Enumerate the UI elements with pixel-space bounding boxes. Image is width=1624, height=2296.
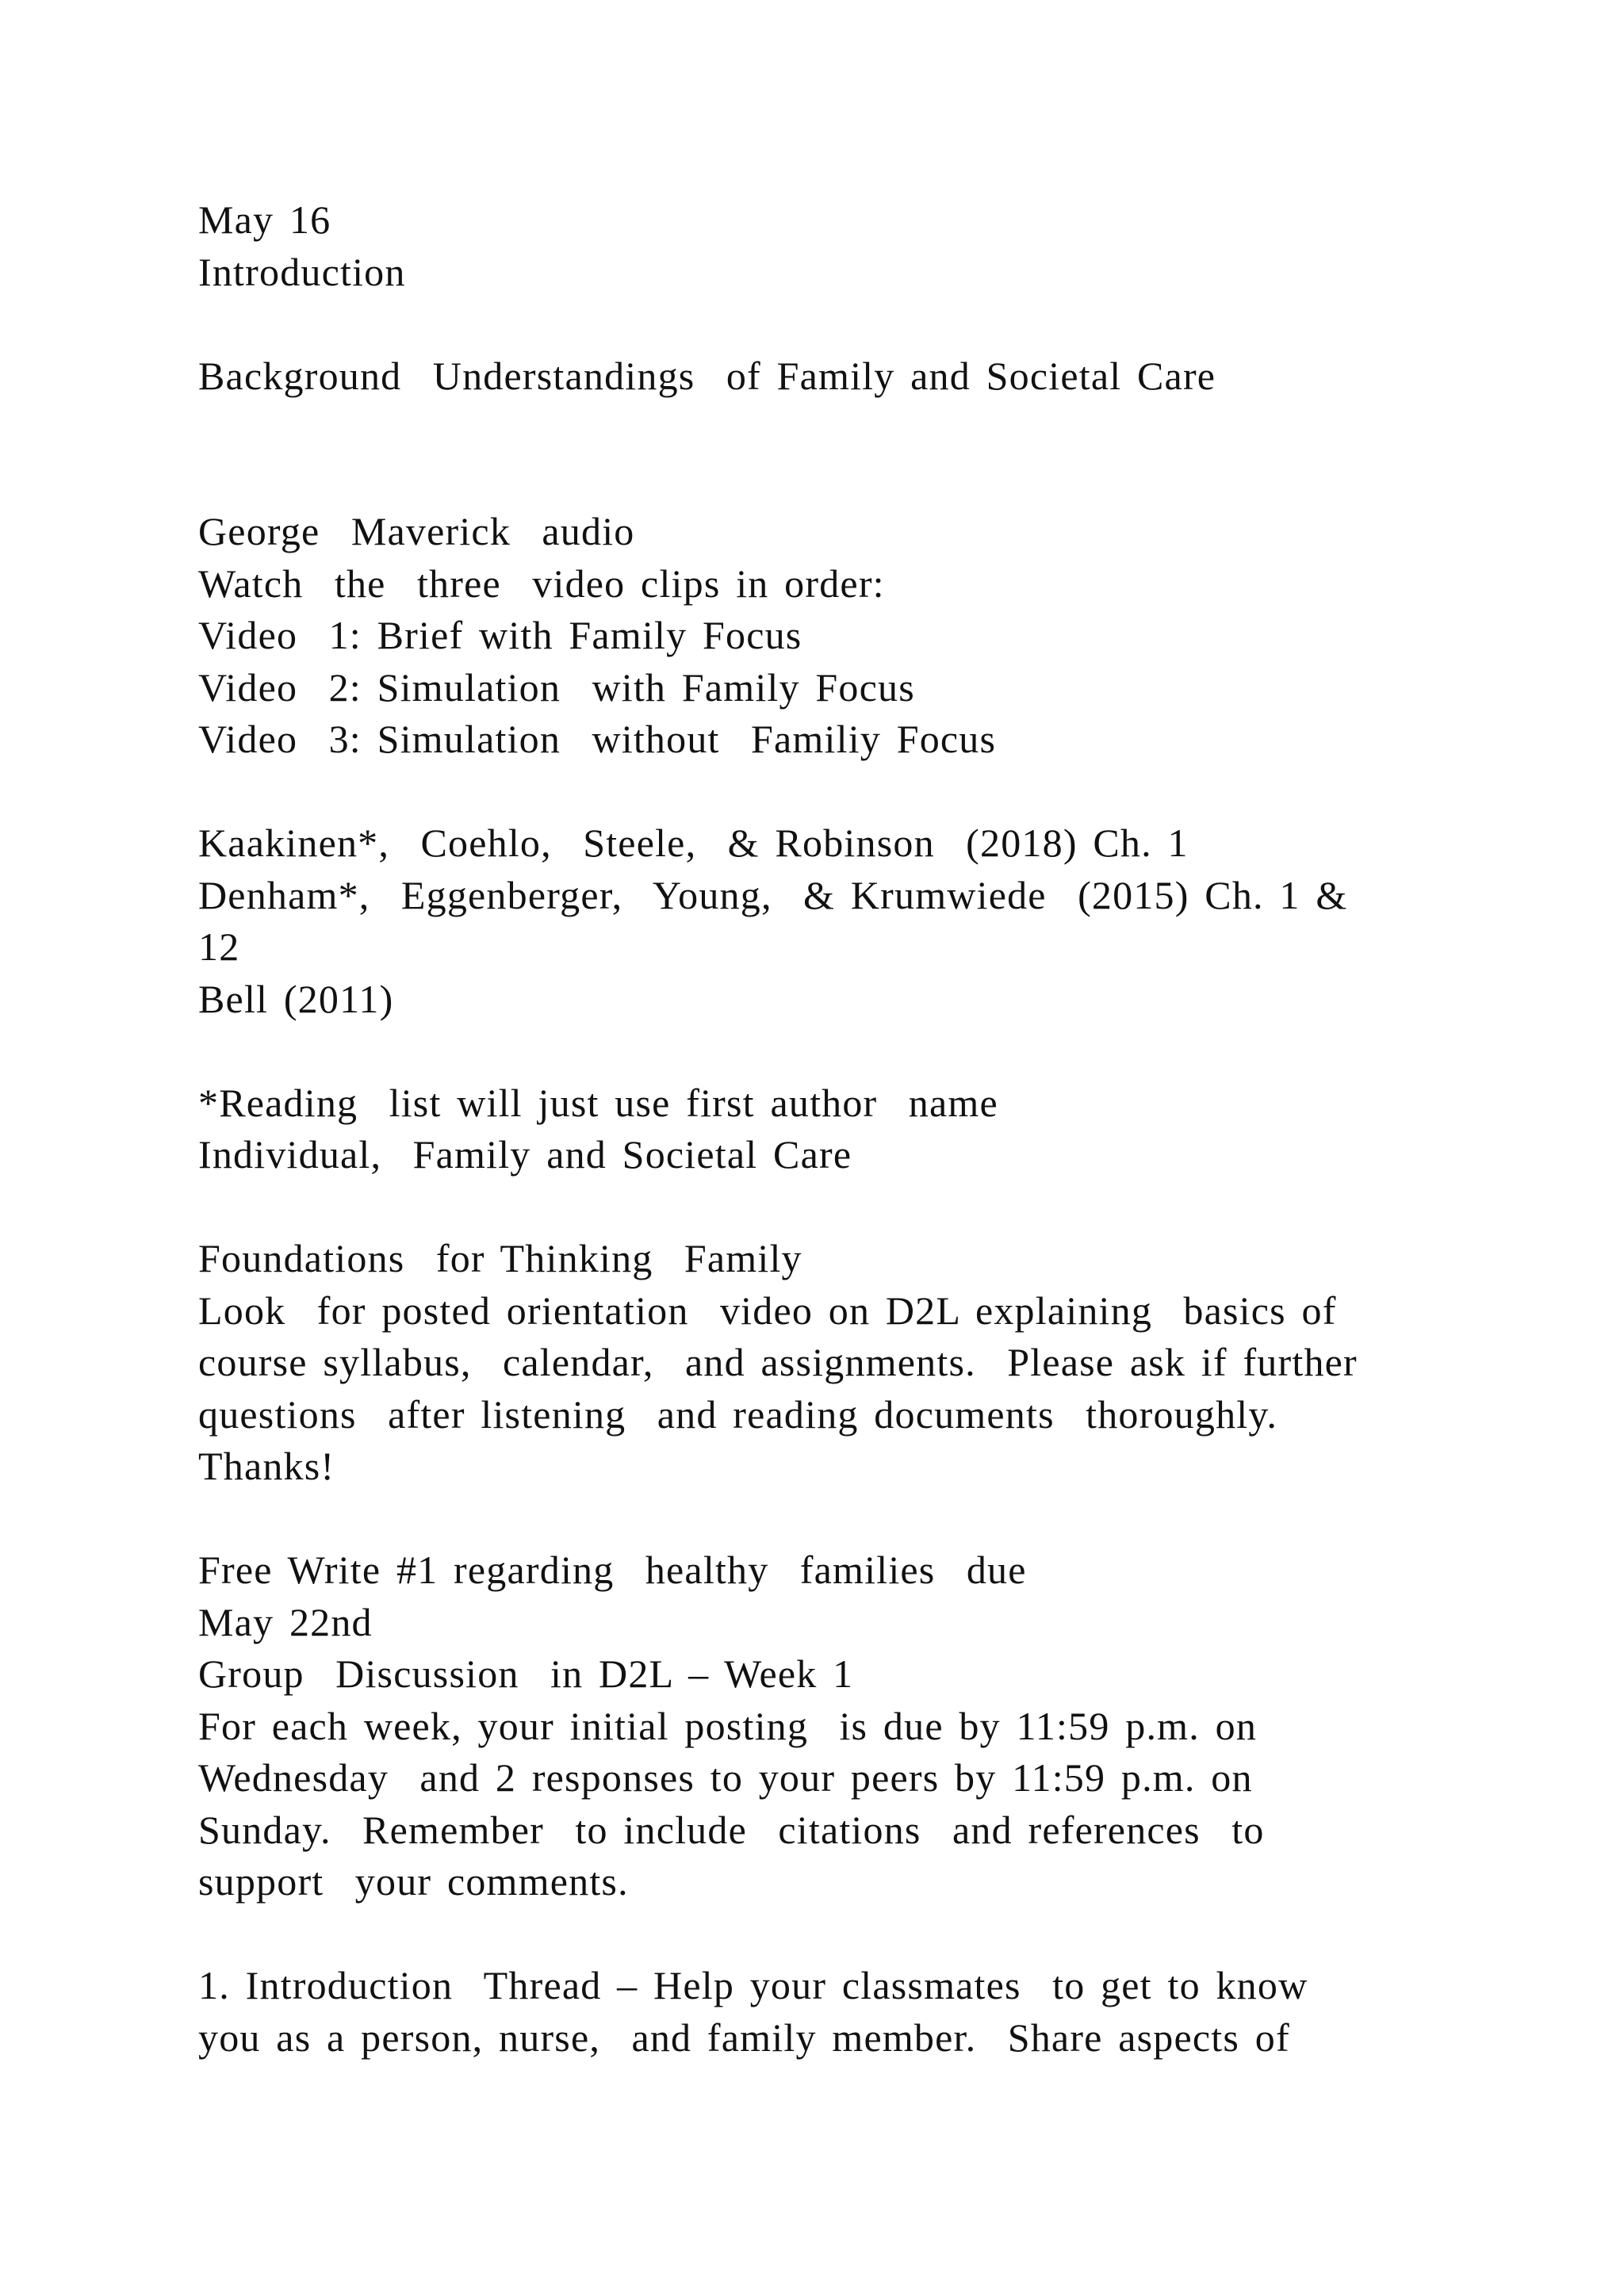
- discussion-text: For each week, your initial posting is due by 11:59 p.m. on: [198, 1703, 1258, 1748]
- reading-note: *Reading list will just use first author name: [198, 1080, 998, 1125]
- foundations-text: Thanks!: [198, 1444, 335, 1488]
- spacer: [198, 1908, 1483, 1961]
- thread-text: 1. Introduction Thread – Help your classmates to get to know: [198, 1963, 1308, 2007]
- free-write-line: Free Write #1 regarding healthy families due: [198, 1548, 1027, 1592]
- discussion-heading: Group Discussion in D2L – Week 1: [198, 1651, 854, 1696]
- spacer: [198, 402, 1483, 506]
- foundations-text: questions after listening and reading documents thoroughly.: [198, 1391, 1278, 1437]
- video-item: Video 1: Brief with Family Focus: [198, 613, 802, 657]
- care-heading: Individual, Family and Societal Care: [198, 1132, 852, 1177]
- document-body: [198, 194, 1483, 2064]
- discussion-text: Sunday. Remember to include citations and references to: [198, 1807, 1265, 1852]
- discussion-text: Wednesday and 2 responses to your peers by 11:59 p.m. on: [198, 1755, 1253, 1800]
- free-write-due: May 22nd: [198, 1599, 373, 1644]
- spacer: [198, 298, 1483, 350]
- video-instruction: Watch the three video clips in order:: [198, 561, 885, 606]
- audio-line: George Maverick audio: [198, 509, 635, 553]
- spacer: [198, 1493, 1483, 1545]
- topic-line: Introduction: [198, 249, 406, 294]
- reading-item: Kaakinen*, Coehlo, Steele, & Robinson (2018) Ch. 1: [198, 821, 1189, 865]
- reading-item: Denham*, Eggenberger, Young, & Krumwiede (2015) Ch. 1 &: [198, 872, 1348, 917]
- video-item: Video 2: Simulation with Family Focus: [198, 664, 915, 710]
- foundations-heading: Foundations for Thinking Family: [198, 1236, 802, 1280]
- foundations-text: course syllabus, calendar, and assignments. Please ask if further: [198, 1340, 1358, 1384]
- section-title: Background Understandings of Family and Societal Care: [198, 353, 1216, 398]
- video-item: Video 3: Simulation without Familiy Focus: [198, 717, 997, 761]
- spacer: [198, 766, 1483, 818]
- discussion-text: support your comments.: [198, 1859, 629, 1904]
- spacer: [198, 1181, 1483, 1234]
- foundations-text: Look for posted orientation video on D2L explaining basics of: [198, 1288, 1337, 1333]
- reading-item: Bell (2011): [198, 976, 394, 1021]
- spacer: [198, 1025, 1483, 1077]
- reading-item: 12: [198, 924, 240, 969]
- date-line: May 16: [198, 197, 331, 242]
- thread-text: you as a person, nurse, and family member. Share aspects of: [198, 2015, 1290, 2060]
